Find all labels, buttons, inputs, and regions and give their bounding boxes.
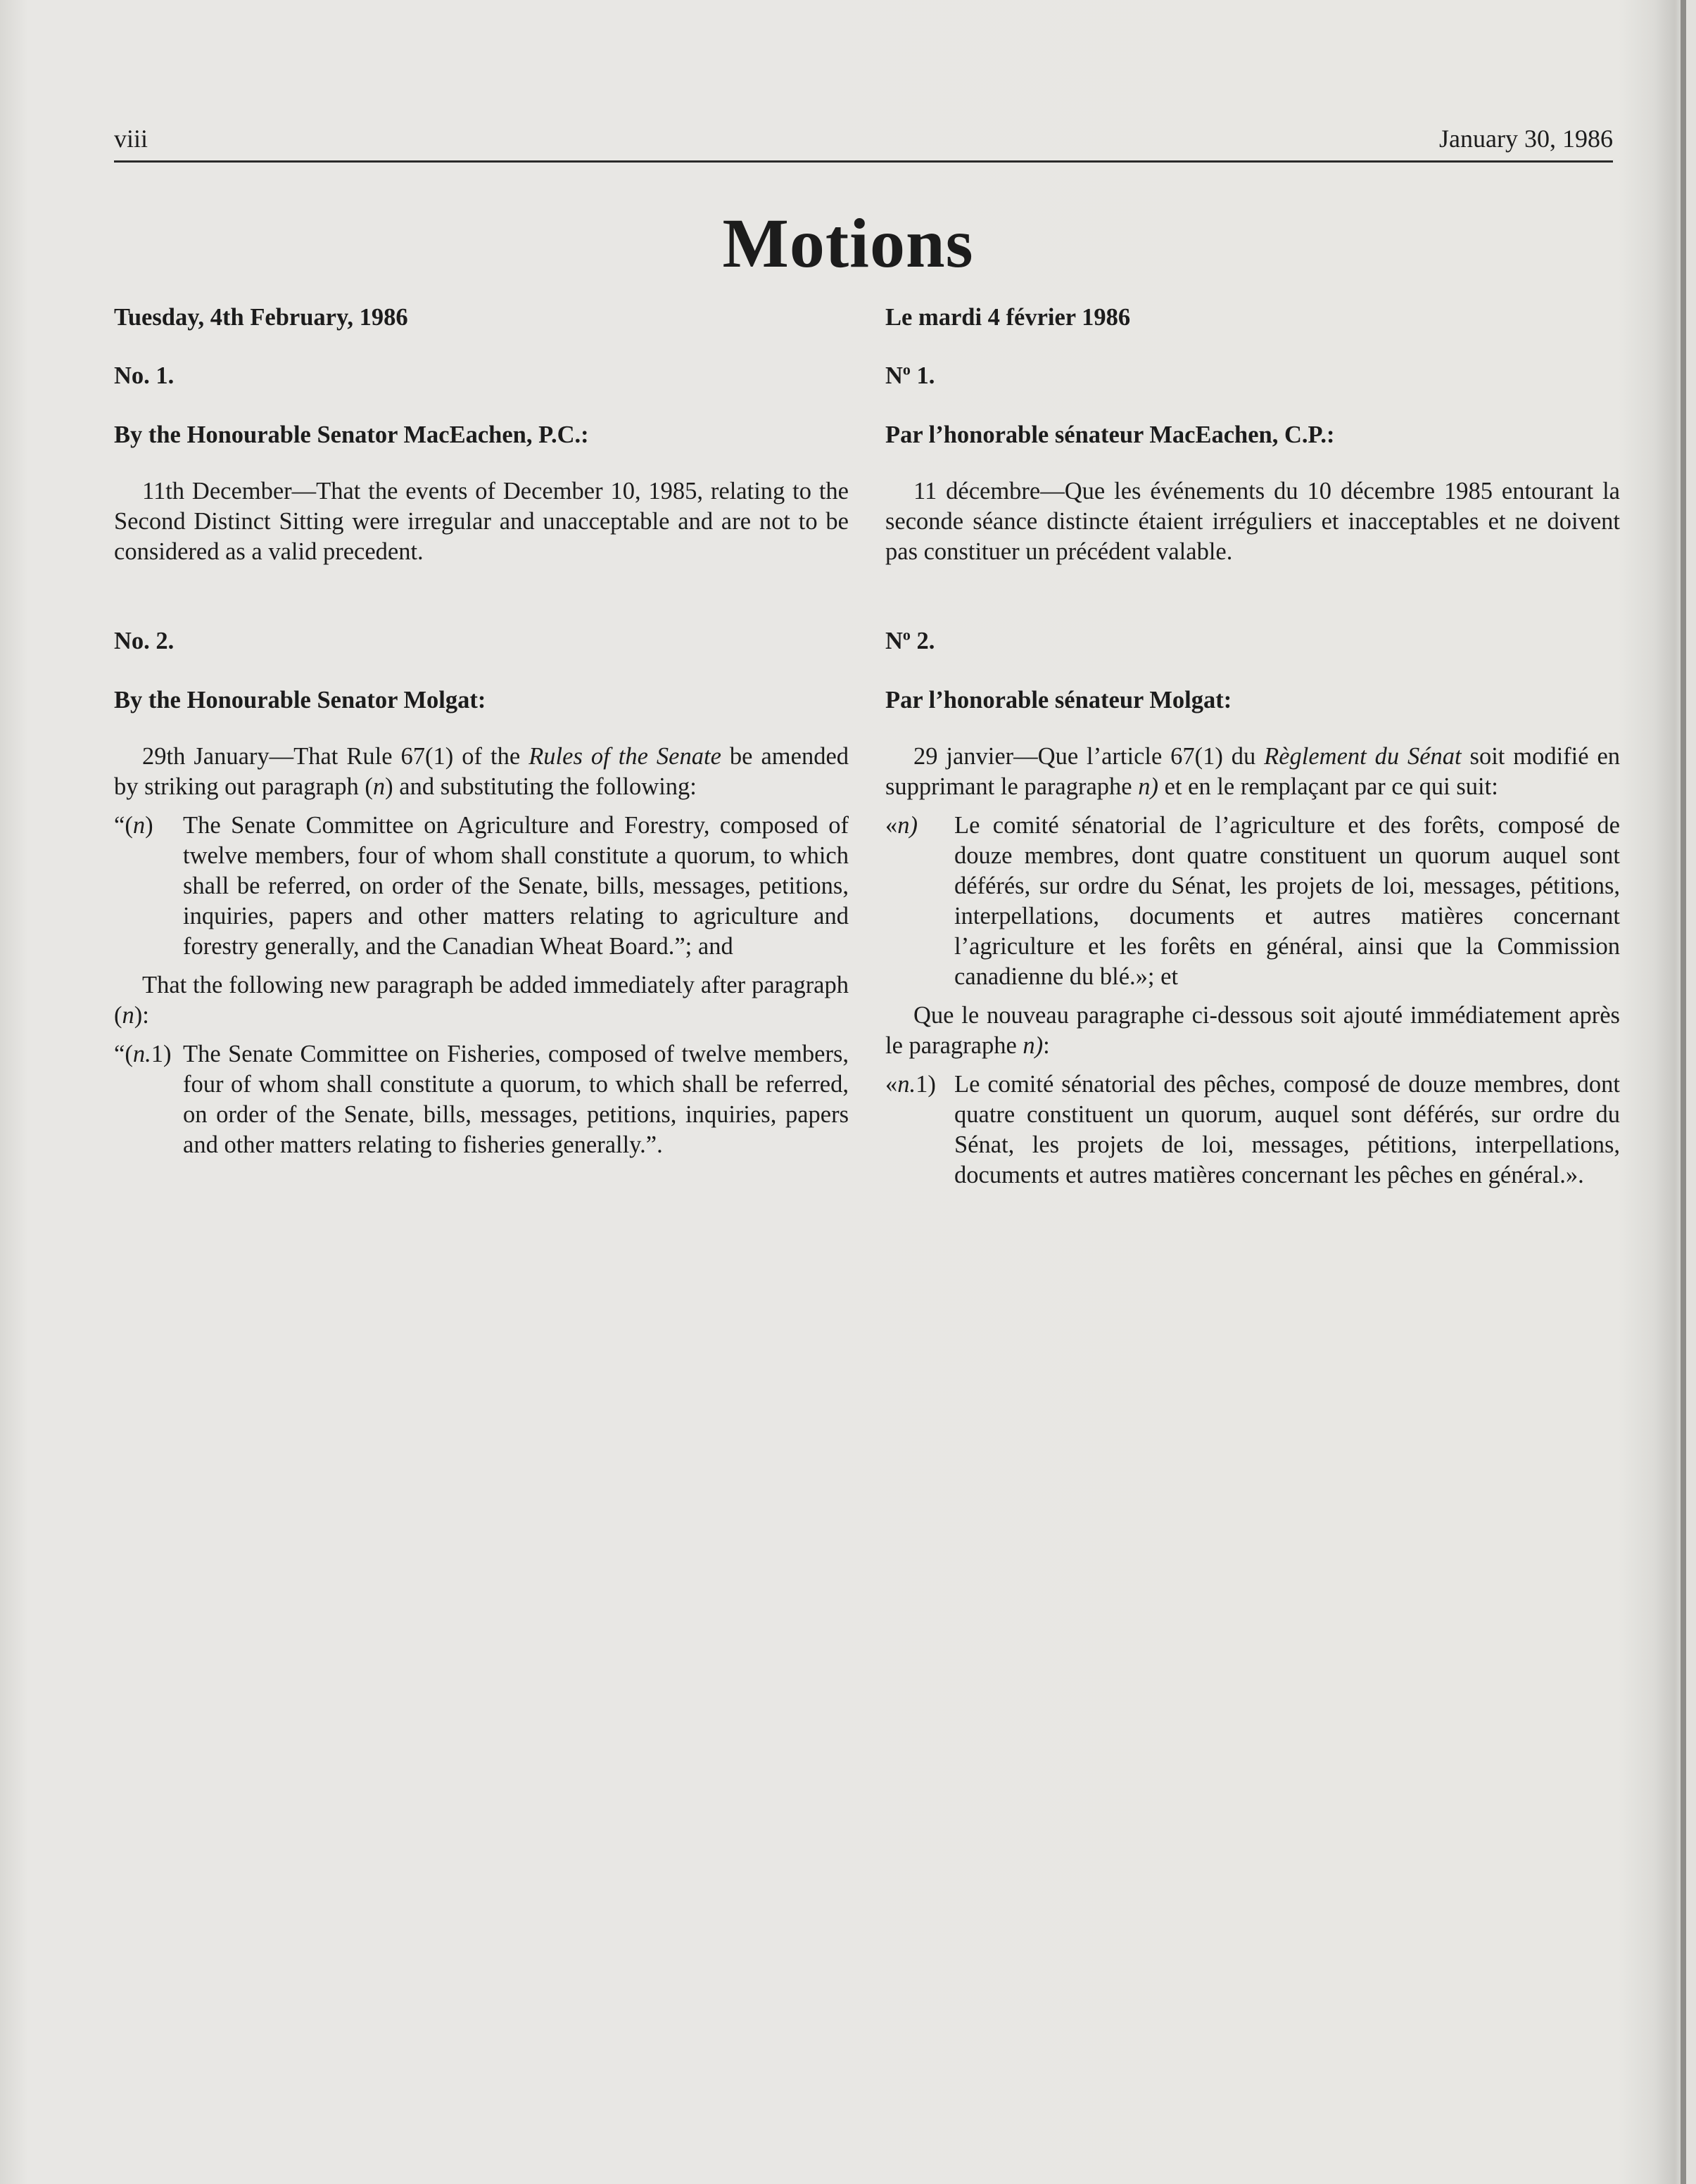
english-column <box>114 303 849 1160</box>
paragraph-label: «n.1) <box>885 1071 936 1098</box>
motion-number: No. 1. <box>114 362 175 389</box>
rule-paragraph <box>885 1069 1620 1191</box>
rule-paragraph <box>114 811 849 962</box>
motion-text: 29th January—That Rule 67(1) of the Rules of the Senate be amended by striking out paragraph (n) and substituting the following: <box>114 743 849 800</box>
motion-number: No. 2. <box>114 628 175 654</box>
motion-text: That the following new paragraph be added immediately after paragraph (n): <box>114 972 849 1029</box>
motion-text: 29 janvier—Que l’article 67(1) du Règlement du Sénat soit modifié en supprimant le paragraphe n) et en le remplaçant par ce qui suit: <box>885 743 1621 800</box>
motion-sponsor: By the Honourable Senator Molgat: <box>114 687 486 713</box>
motion-sponsor: By the Honourable Senator MacEachen, P.C.: <box>114 421 589 448</box>
header-date: January 30, 1986 <box>1439 125 1613 153</box>
paragraph-label: “(n) <box>114 812 153 839</box>
paragraph-text: The Senate Committee on Agriculture and Forestry, composed of twelve members, four of whom shall constitute a quorum, to which shall be referred, on order of the Senate, bills, messages, petitions, inquiries, papers and other matters relating to agriculture and forestry generally, and the Canadian Wheat Board.”; and <box>183 812 849 960</box>
motion-text: 11th December—That the events of December 10, 1985, relating to the Second Distinct Sitting were irregular and unacceptable and are not to be considered as a valid precedent. <box>114 478 849 565</box>
paragraph-text: Le comité sénatorial de l’agriculture et des forêts, composé de douze membres, dont quatre constituent un quorum auquel sont déférés, sur ordre du Sénat, les projets de loi, messages, pétitions, interpellations, documents et autres matières concernant l’agriculture et les forêts en général, ainsi que la Commission canadienne du blé.»; et <box>954 812 1620 990</box>
motion-sponsor: Par l’honorable sénateur MacEachen, C.P.: <box>885 421 1335 448</box>
paragraph-text: Le comité sénatorial des pêches, composé de douze membres, dont quatre constituent un quorum, auquel sont déférés, sur ordre du Sénat, les projets de loi, messages, pétitions, interpellations, documents et autres matières concernant les pêches en général.». <box>954 1071 1620 1188</box>
motion-number: $N^o$ 2. <box>885 626 935 654</box>
page-title: Motions <box>722 204 974 282</box>
page-folio: viii <box>114 125 148 153</box>
motion-sponsor: Par l’honorable sénateur Molgat: <box>885 687 1232 713</box>
motion-number: $N^o$ 1. <box>885 360 935 389</box>
running-header <box>114 121 1613 163</box>
sitting-date: Le mardi 4 février 1986 <box>885 304 1131 331</box>
rule-paragraph <box>885 811 1620 992</box>
sitting-date: Tuesday, 4th February, 1986 <box>114 304 408 331</box>
french-column <box>885 303 1620 1191</box>
paragraph-text: The Senate Committee on Fisheries, composed of twelve members, four of whom shall constitute a quorum, to which shall be referred, on order of the Senate, bills, messages, petitions, inquiries, papers and other matters relating to fisheries generally.”. <box>183 1041 849 1158</box>
paragraph-label: «n) <box>885 812 918 839</box>
page-binding-edge <box>1681 0 1686 2184</box>
motion-text: 11 décembre—Que les événements du 10 décembre 1985 entourant la seconde séance distincte étaient irréguliers et inacceptables et ne doivent pas constituer un précédent valable. <box>885 478 1620 565</box>
rule-paragraph <box>114 1039 849 1160</box>
paragraph-label: “(n.1) <box>114 1041 172 1067</box>
motion-text: Que le nouveau paragraphe ci-dessous soit ajouté immédiatement après le paragraphe n): <box>885 1002 1620 1059</box>
